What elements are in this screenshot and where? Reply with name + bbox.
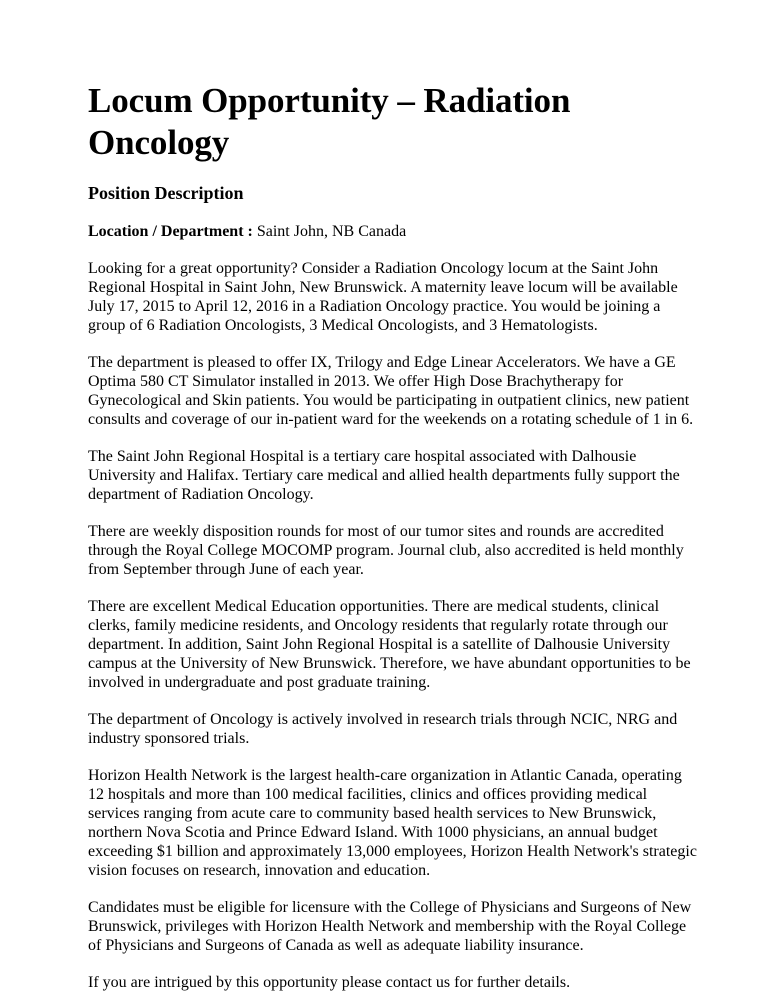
location-label: Location / Department : (88, 223, 253, 240)
location-value: Saint John, NB Canada (252, 223, 407, 240)
paragraph-research: The department of Oncology is actively involved in research trials through NCIC, NRG and industry sponsored trials. (88, 711, 678, 747)
location-line (88, 222, 698, 241)
position-description-heading: Position Description (88, 183, 244, 203)
paragraph-education: There are excellent Medical Education opportunities. There are medical students, clinical clerks, family medicine residents, and Oncology residents that regularly rotate through our department. In addition, Saint John Regional Hospital is a satellite of Dalhousie University campus at the University of New Brunswick. Therefore, we have abundant opportunities to be involved in undergraduate and post graduate training. (88, 598, 691, 691)
paragraph-intro: Looking for a great opportunity? Consider a Radiation Oncology locum at the Saint John Regional Hospital in Saint John, New Brunswick. A maternity leave locum will be available July 17, 2015 to April 12, 2016 in a Radiation Oncology practice. You would be joining a group of 6 Radiation Oncologists, 3 Medical Oncologists, and 3 Hematologists. (88, 260, 678, 334)
paragraph-horizon: Horizon Health Network is the largest health-care organization in Atlantic Canada, operating 12 hospitals and more than 100 medical facilities, clinics and offices providing medical services ranging from acute care to community based health services to New Brunswick, northern Nova Scotia and Prince Edward Island. With 1000 physicians, an annual budget exceeding $1 billion and approximately 13,000 employees, Horizon Health Network's strategic vision focuses on research, innovation and education. (88, 767, 697, 879)
paragraph-contact: If you are intrigued by this opportunity please contact us for further details. (88, 974, 571, 991)
paragraph-candidates: Candidates must be eligible for licensure with the College of Physicians and Surgeons of New Brunswick, privileges with Horizon Health Network and membership with the Royal College of Physicians and Surgeons of Canada as well as adequate liability insurance. (88, 899, 692, 954)
paragraph-hospital: The Saint John Regional Hospital is a tertiary care hospital associated with Dalhousie University and Halifax. Tertiary care medical and allied health departments fully support the department of Radiation Oncology. (88, 448, 680, 503)
document-title: Locum Opportunity – Radiation Oncology (88, 81, 571, 162)
paragraph-equipment: The department is pleased to offer IX, Trilogy and Edge Linear Accelerators. We have a GE Optima 580 CT Simulator installed in 2013. We offer High Dose Brachytherapy for Gynecological and Skin patients. You would be participating in outpatient clinics, new patient consults and coverage of our in-patient ward for the weekends on a rotating schedule of 1 in 6. (88, 354, 694, 428)
paragraph-rounds: There are weekly disposition rounds for most of our tumor sites and rounds are accredited through the Royal College MOCOMP program. Journal club, also accredited is held monthly from September through June of each year. (88, 523, 684, 578)
